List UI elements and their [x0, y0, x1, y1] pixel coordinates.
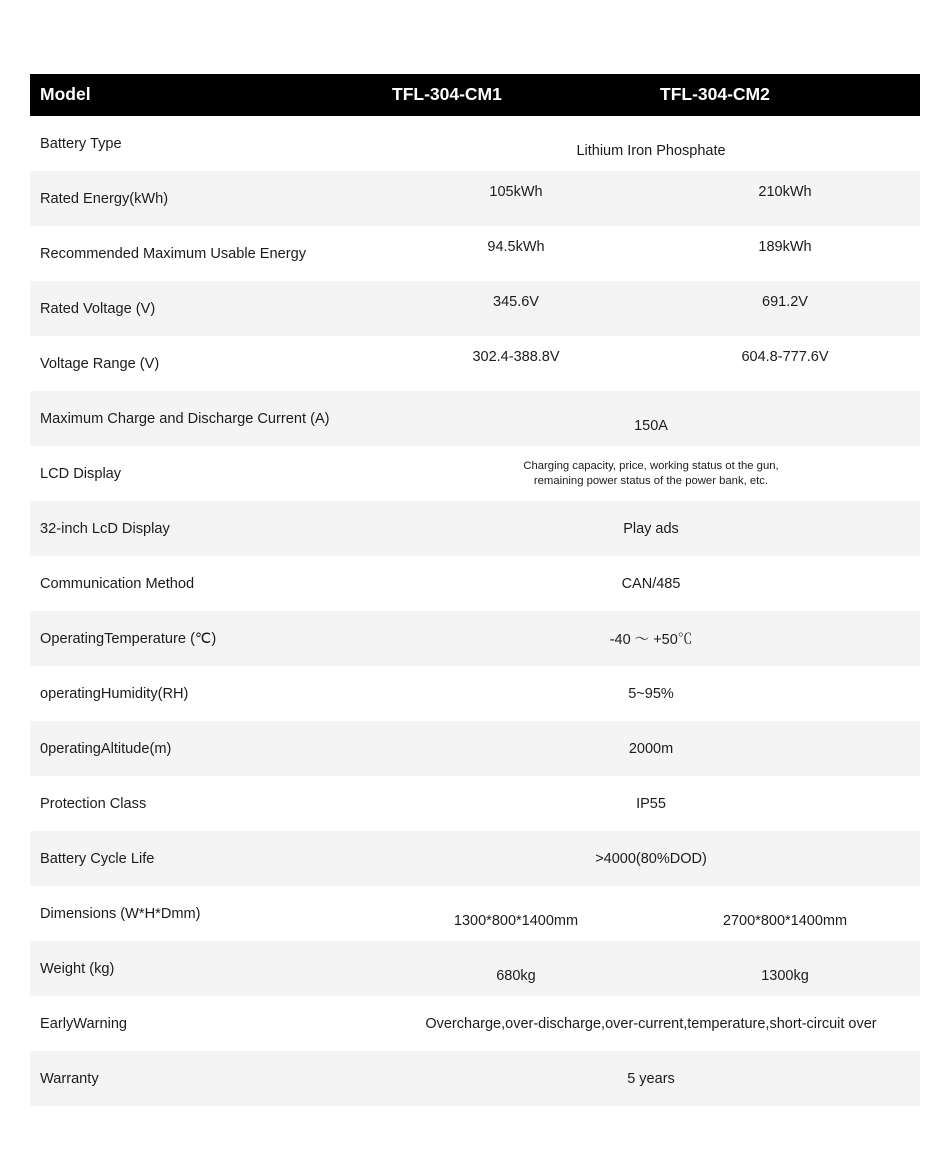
row-value-text: 94.5kWh	[487, 238, 545, 255]
table-row	[30, 391, 920, 446]
row-value-cm1	[382, 336, 650, 391]
row-label: Maximum Charge and Discharge Current (A)	[30, 391, 382, 446]
table-header	[30, 74, 920, 116]
row-value-shared	[382, 446, 920, 501]
row-label: Weight (kg)	[30, 941, 382, 996]
row-value-text: CAN/485	[621, 575, 681, 592]
table-row	[30, 1051, 920, 1106]
table-row	[30, 336, 920, 391]
table-row	[30, 116, 920, 171]
row-label: 32-inch LcD Display	[30, 501, 382, 556]
table-row	[30, 226, 920, 281]
row-value-text: IP55	[636, 795, 666, 812]
row-label: operatingHumidity(RH)	[40, 685, 189, 702]
table-row	[30, 171, 920, 226]
row-value-cm2	[650, 226, 920, 281]
row-value-cm2	[650, 336, 920, 391]
table-row	[30, 996, 920, 1051]
table-row	[30, 611, 920, 666]
table-row	[30, 941, 920, 996]
row-label: 0peratingAltitude(m)	[30, 721, 382, 776]
table-row	[30, 556, 920, 611]
table-row	[30, 446, 920, 501]
table-header-row	[30, 74, 920, 116]
row-value-text: 2700*800*1400mm	[722, 912, 848, 929]
table-row	[30, 281, 920, 336]
row-value-shared	[382, 831, 920, 886]
row-value-text: 302.4-388.8V	[472, 348, 560, 365]
row-value-shared	[382, 776, 920, 831]
row-label: Voltage Range (V)	[40, 355, 160, 372]
row-value-cm1	[382, 226, 650, 281]
row-label: OperatingTemperature (℃)	[30, 611, 382, 666]
row-value-cm1	[382, 281, 650, 336]
table-row	[30, 666, 920, 721]
row-value-shared	[382, 116, 920, 171]
row-value-text: 2000m	[628, 740, 674, 757]
row-value-text: 1300kg	[761, 967, 809, 984]
table-row	[30, 831, 920, 886]
row-value-cm1	[382, 171, 650, 226]
row-value-text: 105kWh	[489, 183, 543, 200]
row-value-text: -40 ～ +50℃	[609, 632, 693, 648]
row-value-shared	[382, 666, 920, 721]
row-value-text: 150A	[634, 417, 668, 434]
row-value-text: 5 years	[627, 1070, 675, 1087]
row-value-shared	[382, 996, 920, 1051]
column-header-cm2: TFL-304-CM2	[650, 74, 920, 116]
table-row	[30, 501, 920, 556]
row-value-cm2	[650, 281, 920, 336]
table-row	[30, 776, 920, 831]
row-value-shared	[382, 611, 920, 666]
row-label: Dimensions (W*H*Dmm)	[40, 905, 201, 922]
row-label: LCD Display	[40, 465, 122, 482]
row-value-text: 680kg	[496, 967, 536, 984]
row-value-shared	[382, 391, 920, 446]
specification-table	[30, 74, 920, 1106]
row-value-text: 604.8-777.6V	[741, 348, 829, 365]
row-value-cm1	[382, 886, 650, 941]
row-value-text: 189kWh	[758, 238, 812, 255]
row-value-shared	[382, 501, 920, 556]
row-value-text: >4000(80%DOD)	[595, 850, 707, 867]
row-value-line: remaining power status of the power bank, etc.	[533, 474, 769, 487]
row-label: Communication Method	[40, 575, 195, 592]
row-value-text: Play ads	[623, 520, 679, 537]
row-value-shared	[382, 556, 920, 611]
table-row	[30, 721, 920, 776]
column-header-cm1: TFL-304-CM1	[382, 74, 650, 116]
row-value-cm2	[650, 171, 920, 226]
row-label: Rated Energy(kWh)	[30, 171, 382, 226]
row-value-text	[382, 459, 920, 489]
row-value-cm1	[382, 941, 650, 996]
row-value-cm2	[650, 941, 920, 996]
row-value-text: 691.2V	[762, 293, 808, 310]
row-label: Rated Voltage (V)	[30, 281, 382, 336]
table-body	[30, 116, 920, 1106]
row-value-text: 1300*800*1400mm	[453, 912, 579, 929]
row-value-text: 210kWh	[758, 183, 812, 200]
row-value-text: Lithium Iron Phosphate	[576, 142, 726, 159]
column-header-model: Model	[30, 74, 382, 116]
row-value-text: 345.6V	[493, 293, 539, 310]
row-value-shared	[382, 721, 920, 776]
spec-sheet	[30, 74, 920, 1106]
row-value-text: 5~95%	[628, 685, 674, 702]
row-label: Warranty	[30, 1051, 382, 1106]
table-row	[30, 886, 920, 941]
row-label: Battery Cycle Life	[30, 831, 382, 886]
row-value-text: Overcharge,over-discharge,over-current,temperature,short-circuit over	[425, 1015, 877, 1032]
row-label: Recommended Maximum Usable Energy	[40, 245, 307, 262]
row-value-cm2	[650, 886, 920, 941]
row-label: Battery Type	[40, 135, 122, 152]
row-label: Protection Class	[40, 795, 147, 812]
row-value-shared	[382, 1051, 920, 1106]
row-value-line: Charging capacity, price, working status ot the gun,	[523, 459, 779, 472]
row-label: EarlyWarning	[40, 1015, 128, 1032]
